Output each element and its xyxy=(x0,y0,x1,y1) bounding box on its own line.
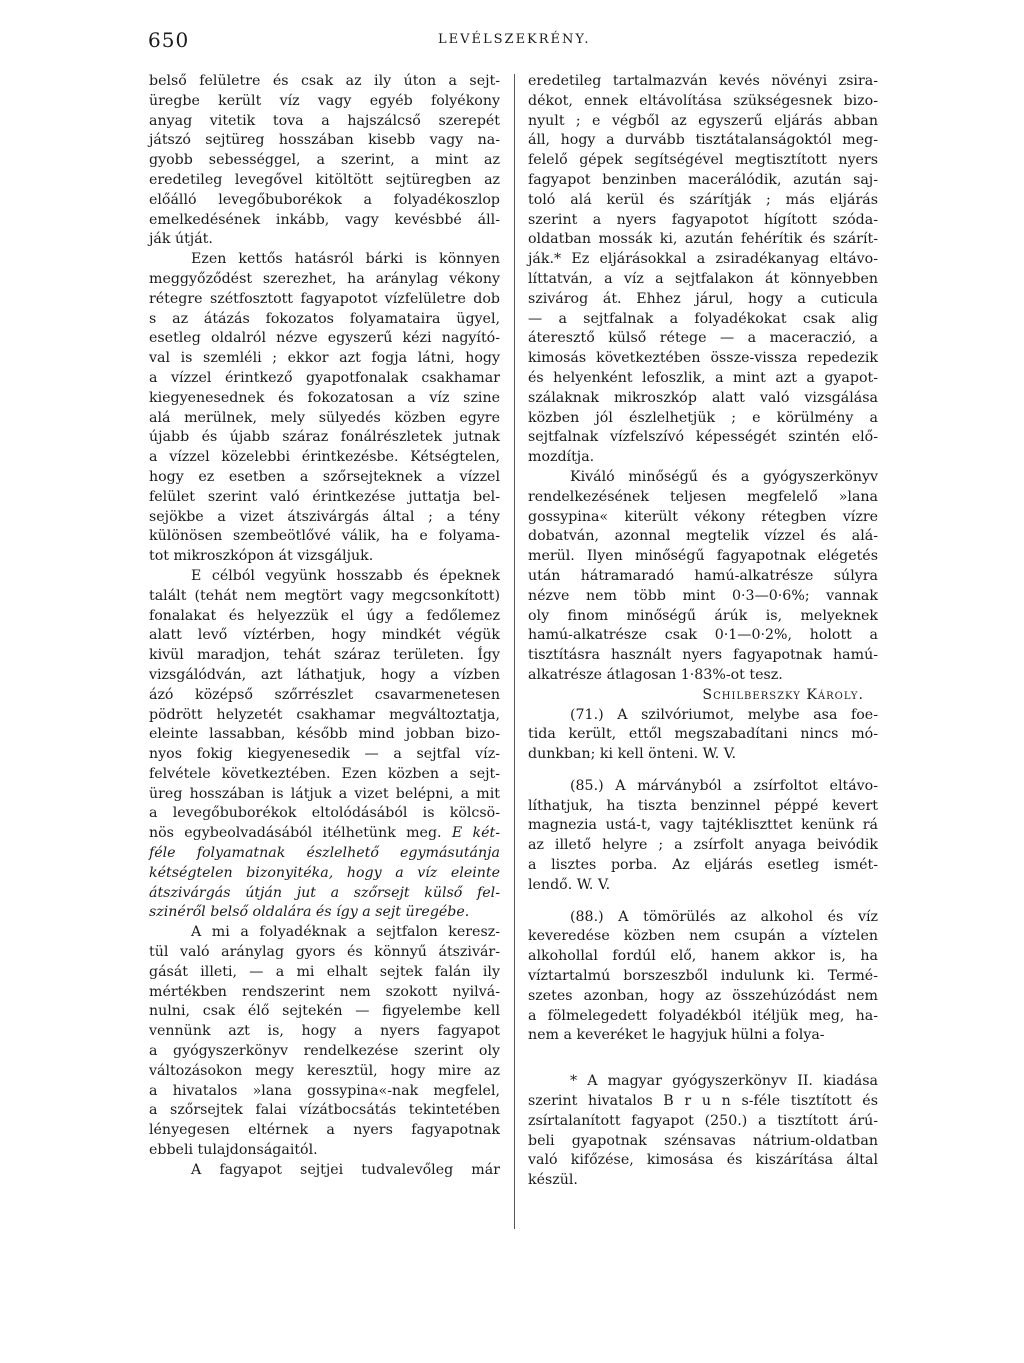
text-line: fagyapot benzinben macerálódik, azután saj- xyxy=(528,171,878,188)
text-line: dunkban; ki kell önteni. W. V. xyxy=(528,746,737,763)
text-line: a vízzel közelebbi érintkezésbe. Kétségtelen, xyxy=(149,449,500,466)
text-line: nézve nem több mint 0·3—0·6%; vannak xyxy=(528,587,878,604)
text-line: gását illeti, — a mi elhalt sejtek falán ily xyxy=(149,963,500,980)
text-line: (71.) A szilvóriumot, melybe asa foe- xyxy=(570,706,878,723)
text-line: áll, hogy a durvább tisztátalanságoktól meg- xyxy=(528,132,878,149)
text-line: szetes azonban, hogy az összehúzódást nem xyxy=(528,987,878,1004)
text-line: közben jól észlelhetjük ; e körülmény a xyxy=(528,409,878,426)
text-line: nulni, csak élő sejtekén — figyelembe kell xyxy=(149,1003,500,1020)
text-line: szerint a nyers fagyapotot hígított szóda- xyxy=(528,211,878,228)
text-line: mozdítja. xyxy=(528,449,595,466)
text-line: felület szerint való érintkezése juttatja bel- xyxy=(149,488,500,505)
text-line: pödrött helyzetét csakhamar megváltoztatja, xyxy=(149,706,500,723)
text-line: szálaknak mikroszkóp alatt való vizsgálása xyxy=(528,389,878,406)
text-line: különösen szembeötlővé válik, ha e folyama- xyxy=(149,528,500,545)
text-line: tül való aránylag gyors és könnyű átszivár- xyxy=(149,944,500,961)
text-line: toló alá kerül és szárítják ; más eljárás xyxy=(528,191,878,208)
text-line: dobatván, azonnal megtelik vízzel és alá- xyxy=(528,528,878,545)
text-line: áteresztő külső rétege — a maceraczió, a xyxy=(528,330,878,347)
text-line: és helyenként lefoszlik, a mint azt a gyapot- xyxy=(528,369,878,386)
text-line: anyag vitetik tova a hajszálcső szerepét xyxy=(149,112,500,129)
text-line: — a sejtfalnak a folyadékokat csak alig xyxy=(528,310,878,327)
text-line: változásokon megy keresztül, hogy mire az xyxy=(149,1062,500,1079)
text-line: (88.) A tömörülés az alkohol és víz xyxy=(570,908,878,925)
text-line: szinéről belső oldalára és így a sejt üregébe. xyxy=(149,904,470,921)
text-line: tot mikroszkópon át vizsgáljuk. xyxy=(149,548,374,565)
text-line: lendő. W. V. xyxy=(528,876,611,893)
text-line: rendelkezésének teljesen megfelelő »lana xyxy=(528,488,878,505)
text-line: mértékben rendszerint nem szokott nyilvá- xyxy=(149,983,500,1000)
text-line: beli gyapotnak szénsavas nátrium-oldatban xyxy=(528,1132,878,1149)
right-text-column xyxy=(528,72,878,1191)
text-line: után hátramaradó hamú-alkatrésze súlyra xyxy=(528,567,878,584)
text-line: ják.* Ez eljárásokkal a zsiradékanyag eltávo- xyxy=(528,251,878,268)
text-line: * A magyar gyógyszerkönyv II. kiadása xyxy=(570,1073,878,1090)
paragraph-gap xyxy=(528,765,878,777)
text-line: dékot, ennek eltávolítása szükségesnek bizo- xyxy=(528,92,878,109)
text-line: sejökbe a vizet átszivárgás által ; a tény xyxy=(149,508,500,525)
text-line: meggyőződést szerezhet, ha aránylag vékony xyxy=(149,270,500,287)
text-line: féle folyamatnak észlelhető egymásutánja xyxy=(149,845,500,862)
text-line: nyos fokig kiegyenesedik — a sejtfal víz- xyxy=(149,746,500,763)
page-number: 650 xyxy=(148,28,190,52)
text-line: átszivárgás útján jut a szőrsejt külső fel- xyxy=(149,884,500,901)
text-line: felelő gépek segítségével megtisztított nyers xyxy=(528,152,878,169)
text-line: esetleg oldalról nézve egyszerű kézi nagyító- xyxy=(149,330,500,347)
text-line: ázó középső szőrrészlet csavarmenetesen xyxy=(149,686,500,703)
text-line: sejtfalnak vízfelszívó képességét szintén elő- xyxy=(528,429,878,446)
text-line: zsírtalanított fagyapot (250.) a tisztított árú- xyxy=(528,1112,878,1129)
text-line: a gyógyszerkönyv rendelkezése szerint oly xyxy=(149,1043,500,1060)
text-line: üreg hosszában is látjuk a vizet belépni, a mit xyxy=(149,785,500,802)
paragraph-gap xyxy=(528,896,878,908)
text-line: lényegesen eltérnek a nyers fagyapotnak xyxy=(149,1122,500,1139)
text-line: a vízzel érintkező gyapotfonalak csakhamar xyxy=(149,369,500,386)
text-line: alkohollal fordúl elő, hanem akkor is, ha xyxy=(528,948,878,965)
text-line: újabb és újabb száraz fonálrészletek jutnak xyxy=(149,429,500,446)
text-line: kivül maradjon, tehát száraz területen. Így xyxy=(149,647,500,664)
text-line: kétségtelen bizonyitéka, hogy a víz eleinte xyxy=(149,864,500,881)
text-line: tisztításra használt nyers fagyapotnak hamú- xyxy=(528,647,878,664)
column-divider xyxy=(514,74,515,1229)
running-head: LEVÉLSZEKRÉNY. xyxy=(438,32,591,47)
text-line: alá merülnek, mely sülyedés közben egyre xyxy=(149,409,500,426)
text-line: játszó sejtüreg hosszában kisebb vagy na- xyxy=(149,132,500,149)
text-line: belső felületre és csak az ily úton a sejt- xyxy=(149,73,500,89)
text-line: hamú-alkatrésze csak 0·1—0·2%, holott a xyxy=(528,627,878,644)
text-line: nyult ; e végből az egyszerű eljárás abban xyxy=(528,112,878,129)
text-line: talált (tehát nem megtört vagy megcsonkított) xyxy=(149,587,500,604)
text-line: ják útját. xyxy=(149,231,213,248)
text-line: való kifőzése, kimosása és kiszárítása által xyxy=(528,1152,878,1169)
text-line: (85.) A márványból a zsírfoltot eltávo- xyxy=(570,777,878,794)
left-text-column xyxy=(149,72,500,1181)
text-line: Kiváló minőségű és a gyógyszerkönyv xyxy=(570,468,878,485)
text-line: tida került, ettől megszabadítani nincs mó- xyxy=(528,726,878,743)
text-line: a hivatalos »lana gossypina«-nak megfelel, xyxy=(149,1082,500,1099)
text-line: rétegre szétfosztott fagyapotot vízfelületre dob xyxy=(149,290,500,307)
text-line: s az átázás fokozatos folyamataira ügyel, xyxy=(149,310,500,327)
text-line: szerint hivatalos B r u n s-féle tisztított és xyxy=(528,1093,878,1110)
text-line: gyobb sebességgel, a szerint, a mint az xyxy=(149,152,500,169)
text-line: a lisztes porba. Az eljárás esetleg ismét- xyxy=(528,857,878,874)
text-line: vennünk azt is, hogy a nyers fagyapot xyxy=(149,1023,500,1040)
text-line: E célból vegyünk hosszabb és épeknek xyxy=(191,567,500,584)
text-line: val is szemléli ; ekkor azt fogja látni, hogy xyxy=(149,350,500,367)
text-line: merül. Ilyen minőségű fagyapotnak elégetés xyxy=(528,548,878,565)
text-line: gossypina« kiterült vékony rétegben vízre xyxy=(528,508,878,525)
text-line: eredetileg levegővel kitöltött sejtüregben az xyxy=(149,171,500,188)
text-line: A fagyapot sejtjei tudvalevőleg már xyxy=(191,1161,500,1178)
text-line: líthatjuk, ha tiszta benzinnel péppé kevert xyxy=(528,797,878,814)
text-line: szivárog át. Ehhez járul, hogy a cuticula xyxy=(528,290,878,307)
text-line: a levegőbuborékok eltolódásából is kölcsö- xyxy=(149,805,500,822)
text-line: nös egybeolvadásából itélhetünk meg. E két- xyxy=(149,825,501,842)
text-line: oldatban mossák ki, azután fehérítik és szárít- xyxy=(528,231,878,248)
text-line: nem a keveréket le hagyjuk hülni a folya- xyxy=(528,1027,825,1044)
text-line: víztartalmú borszeszből indulunk ki. Termé- xyxy=(528,968,878,985)
text-line: kimosás következtében össze-vissza repedezik xyxy=(528,350,878,367)
text-line: készül. xyxy=(528,1172,578,1189)
text-line: Ezen kettős hatásról bárki is könnyen xyxy=(191,251,500,268)
text-line: A mi a folyadéknak a sejtfalon keresz- xyxy=(191,924,500,941)
text-line: az illető helyre ; a zsírfolt anyaga beivódik xyxy=(528,837,878,854)
text-line: magnezia ustá-t, vagy tajtékliszttet kenünk rá xyxy=(528,817,878,834)
text-line: üregbe került víz vagy egyéb folyékony xyxy=(149,92,500,109)
text-line: emelkedésének inkább, vagy kevésbbé áll- xyxy=(149,211,500,228)
text-line: oly finom minőségű árúk is, melyeknek xyxy=(528,607,878,624)
text-line: eredetileg tartalmazván kevés növényi zsira- xyxy=(528,73,878,89)
text-line: líttatván, a víz a sejtfalakon át könnyebben xyxy=(528,270,878,287)
text-line: fonalakat és helyezzük el úgy a fedőlemez xyxy=(149,607,500,624)
text-line: alkatrésze átlagosan 1·83%-ot tesz. xyxy=(528,666,783,683)
author-signature: Schilberszky Károly. xyxy=(702,686,864,703)
text-line: felvétele következtében. Ezen közben a sejt- xyxy=(149,765,500,782)
footnote-gap xyxy=(528,1046,878,1072)
text-line: alatt levő víztérben, hogy mindkét végük xyxy=(149,627,500,644)
text-line: kiegyenesednek és fokozatosan a víz szine xyxy=(149,389,500,406)
text-line: előálló levegőbuborékok a folyadékoszlop xyxy=(149,191,500,208)
text-line: vizsgálódván, azt láthatjuk, hogy a vízben xyxy=(149,666,500,683)
page-header xyxy=(148,28,888,52)
italic-text: E két- xyxy=(451,825,501,842)
text-line: eleinte lassabban, később mind jobban bizo- xyxy=(149,726,500,743)
text-line: a fölmelegedett folyadékból itéljük meg, ha- xyxy=(528,1007,878,1024)
text-line: keveredése közben nem csupán a víztelen xyxy=(528,928,878,945)
text-line: ebbeli tulajdonságaitól. xyxy=(149,1142,318,1159)
text-line: a szőrsejtek falai vízátbocsátás tekintetében xyxy=(149,1102,500,1119)
text-line: hogy ez esetben a szőrsejteknek a vízzel xyxy=(149,468,500,485)
